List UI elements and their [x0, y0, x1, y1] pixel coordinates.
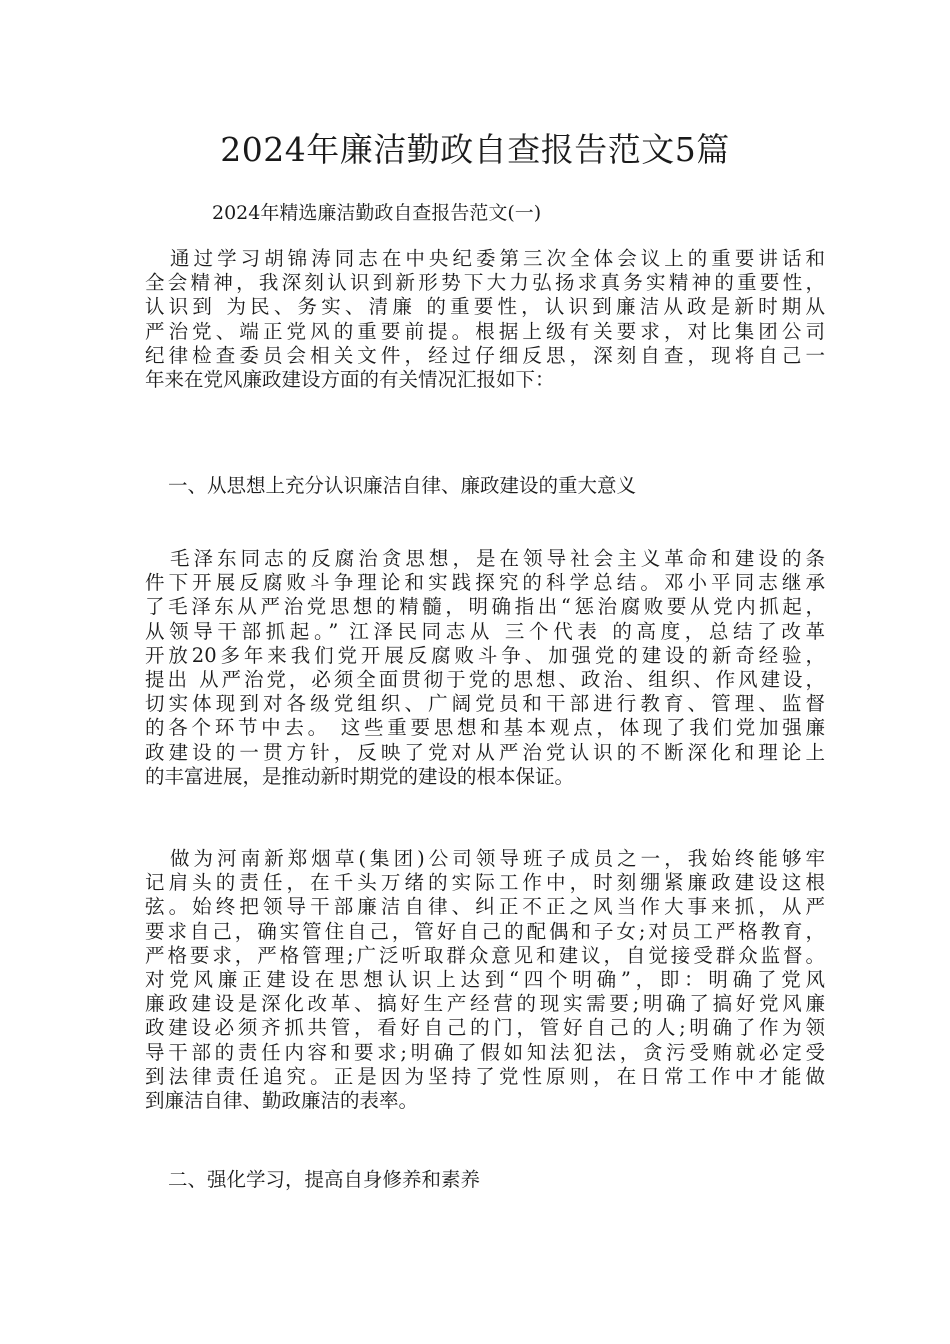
section-heading-2: 二、强化学习，提高自身修养和素养 — [168, 1168, 481, 1191]
paragraph-line: 弦。始终把领导干部廉洁自律、纠正不正之风当作大事来抓，从严 — [145, 895, 825, 919]
paragraph-line: 到法律责任追究。正是因为坚持了党性原则，在日常工作中才能做 — [145, 1064, 825, 1088]
section-heading-1: 一、从思想上充分认识廉洁自律、廉政建设的重大意义 — [168, 474, 637, 497]
paragraph-line: 提出 从严治党，必须全面贯彻于党的思想、政治、组织、作风建设， — [145, 668, 825, 692]
paragraph-line: 的各个环节中去。 这些重要思想和基本观点，体现了我们党加强廉 — [145, 716, 825, 740]
paragraph-line: 记肩头的责任，在千头万绪的实际工作中，时刻绷紧廉政建设这根 — [145, 871, 825, 895]
paragraph-line: 对党风廉正建设在思想认识上达到“四个明确”，即：明确了党风 — [145, 968, 825, 992]
paragraph-line: 严治党、端正党风的重要前提。根据上级有关要求，对比集团公司 — [145, 319, 825, 343]
paragraph-line: 的丰富进展，是推动新时期党的建设的根本保证。 — [145, 764, 575, 788]
paragraph-line: 件下开展反腐败斗争理论和实践探究的科学总结。邓小平同志继承 — [145, 571, 825, 595]
paragraph-line: 做为河南新郑烟草(集团)公司领导班子成员之一，我始终能够牢 — [170, 847, 825, 870]
paragraph-thought — [145, 547, 825, 789]
paragraph-line: 认识到 为民、务实、清廉 的重要性，认识到廉洁从政是新时期从 — [145, 295, 825, 319]
paragraph-line: 要求自己，确实管住自己，管好自己的配偶和子女;对员工严格教育， — [145, 919, 825, 943]
paragraph-line: 纪律检查委员会相关文件，经过仔细反思，深刻自查，现将自己一 — [145, 343, 825, 367]
paragraph-line: 开放20多年来我们党开展反腐败斗争、加强党的建设的新奇经验， — [145, 643, 825, 667]
paragraph-line: 年来在党风廉政建设方面的有关情况汇报如下： — [145, 368, 555, 392]
paragraph-line: 政建设必须齐抓共管，看好自己的门，管好自己的人;明确了作为领 — [145, 1016, 825, 1040]
paragraph-line: 到廉洁自律、勤政廉洁的表率。 — [145, 1089, 419, 1113]
document-title: 2024年廉洁勤政自查报告范文5篇 — [220, 130, 730, 169]
paragraph-line: 导干部的责任内容和要求;明确了假如知法犯法，贪污受贿就必定受 — [145, 1040, 825, 1064]
paragraph-line: 毛泽东同志的反腐治贪思想，是在领导社会主义革命和建设的条 — [170, 547, 825, 570]
paragraph-line: 严格要求，严格管理;广泛听取群众意见和建议，自觉接受群众监督。 — [145, 943, 825, 967]
paragraph-intro — [145, 247, 825, 392]
paragraph-line: 从领导干部抓起。” 江泽民同志从 三个代表 的高度，总结了改革 — [145, 619, 825, 643]
paragraph-responsibility — [145, 847, 825, 1113]
paragraph-line: 切实体现到对各级党组织、广阔党员和干部进行教育、管理、监督 — [145, 692, 825, 716]
paragraph-line: 通过学习胡锦涛同志在中央纪委第三次全体会议上的重要讲话和 — [170, 247, 825, 270]
paragraph-line: 了毛泽东从严治党思想的精髓，明确指出“惩治腐败要从党内抓起， — [145, 595, 825, 619]
document-subtitle: 2024年精选廉洁勤政自查报告范文(一) — [212, 202, 542, 224]
paragraph-line: 廉政建设是深化改革、搞好生产经营的现实需要;明确了搞好党风廉 — [145, 992, 825, 1016]
paragraph-line: 政建设的一贯方针，反映了党对从严治党认识的不断深化和理论上 — [145, 740, 825, 764]
paragraph-line: 全会精神，我深刻认识到新形势下大力弘扬求真务实精神的重要性， — [145, 271, 825, 295]
